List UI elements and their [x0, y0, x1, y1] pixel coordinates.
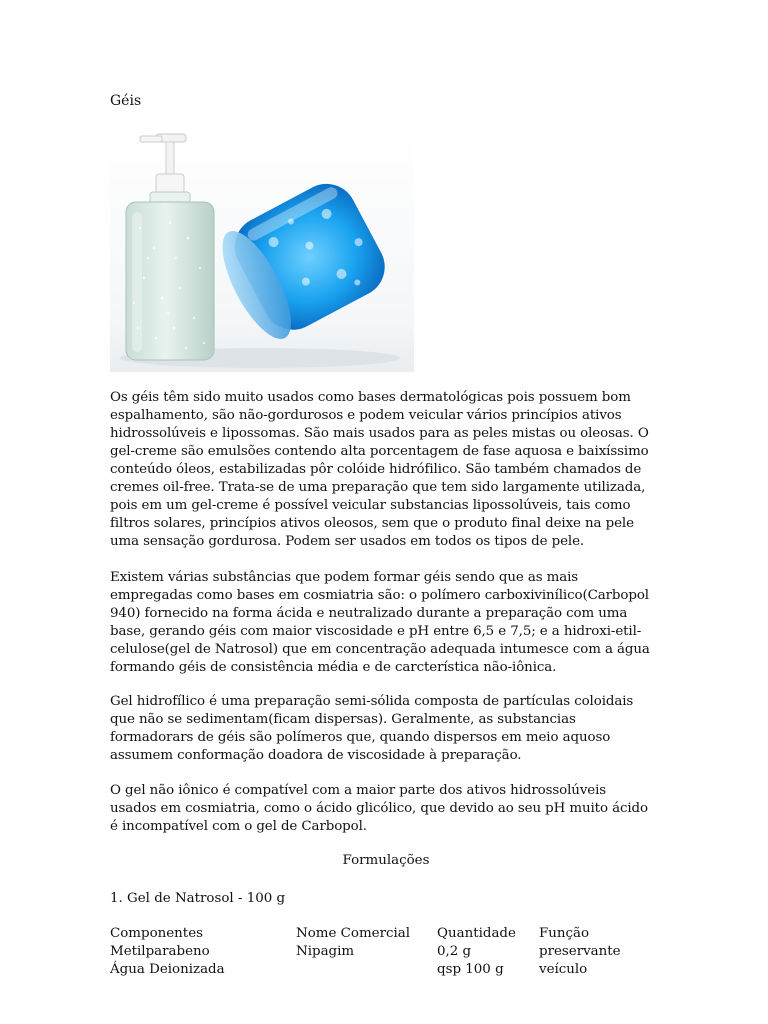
paragraph-hydrophilic — [110, 693, 655, 765]
formulations-heading: Formulações — [342, 853, 430, 868]
cell-quantidade: 0,2 g — [437, 944, 472, 959]
page-title: Géis — [110, 93, 142, 109]
header-funcao: Função — [539, 926, 590, 941]
paragraph-substances — [110, 569, 655, 677]
paragraph-text: Os géis têm sido muito usados como bases dermatológicas pois possuem bom espalhamento, são não-gordurosos e podem veicular vários princípios ativos hidrossolúveis e lipossomas. São mais usados para as peles mistas ou oleosas. O gel-creme são emulsões contendo alta porcentagem de fase aquosa e baixíssimo conteúdo óleos, estabilizadas pôr colóide hidrófilico. São também chamados de cremes oil-free. Trata-se de uma preparação que tem sido largamente utilizada, pois em um gel-creme é possível veicular substancias lipossolúveis, tais como filtros solares, princípios ativos oleosos, sem que o produto final deixe na pele uma sensação gordurosa. Podem ser usados em todos os tipos de pele. — [110, 390, 649, 549]
cell-funcao: preservante — [539, 944, 621, 959]
cell-nome-comercial: Nipagim — [296, 944, 355, 959]
cell-componente: Metilparabeno — [110, 944, 210, 959]
paragraph-text: O gel não iônico é compatível com a maior parte dos ativos hidrossolúveis usados em cosmiatria, como o ácido glicólico, que devido ao seu pH muito ácido é incompatível com o gel de Carbopol. — [110, 783, 648, 834]
header-nome-comercial: Nome Comercial — [296, 926, 411, 941]
paragraph-intro — [110, 389, 655, 551]
formulation-title: 1. Gel de Natrosol - 100 g — [110, 891, 286, 906]
paragraph-text: Existem várias substâncias que podem formar géis sendo que as mais empregadas como bases em cosmiatria são: o polímero carboxivinílico(Carbopol 940) fornecido na forma ácida e neutralizado durante a preparação com uma base, gerando géis com maior viscosidade e pH entre 6,5 e 7,5; e a hidroxi-etil-celulose(gel de Natrosol) que em concentração adequada intumesce com a água formando géis de consistência média e de carcterística não-iônica. — [110, 570, 650, 675]
paragraph-text: Gel hidrofílico é uma preparação semi-sólida composta de partículas coloidais que não se sedimentam(ficam dispersas). Geralmente, as substancias formadorars de géis são polímeros que, quando dispersos em meio aquoso assumem conformação doadora de viscosidade à preparação. — [110, 694, 634, 763]
cell-quantidade: qsp 100 g — [437, 962, 504, 977]
cell-funcao: veículo — [539, 962, 588, 977]
header-quantidade: Quantidade — [437, 926, 516, 941]
gel-products-photo-icon — [110, 128, 414, 372]
paragraph-nonionic — [110, 782, 655, 836]
cell-componente: Água Deionizada — [110, 962, 225, 977]
header-componentes: Componentes — [110, 926, 203, 941]
